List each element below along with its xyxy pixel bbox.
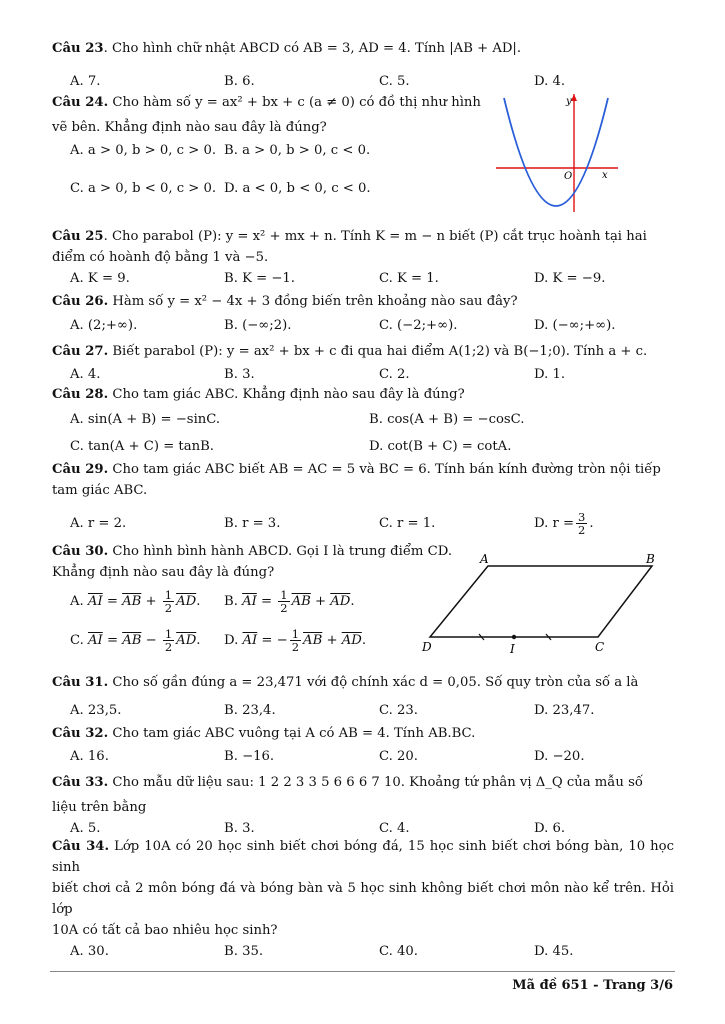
option-b[interactable]: B. K = −1.	[224, 271, 295, 286]
label-a: A	[480, 552, 489, 566]
question-33-text: Câu 33. Cho mẫu dữ liệu sau: 1 2 2 3 3 5 6 6 6 7 10. Khoảng tứ phân vị Δ_Q của mẫu số	[52, 775, 643, 790]
question-30-text: Câu 30. Cho hình bình hành ABCD. Gọi I là trung điểm CD.	[52, 544, 453, 559]
y-axis-arrow-icon	[571, 94, 577, 101]
option-b[interactable]: B. 3.	[224, 821, 255, 836]
option-c[interactable]: C. K = 1.	[379, 271, 439, 286]
question-26-options	[52, 315, 674, 336]
question-27	[52, 341, 674, 385]
question-25	[52, 226, 674, 289]
option-a[interactable]: A. 23,5.	[70, 703, 122, 718]
parabola-curve	[504, 98, 608, 206]
question-33	[52, 772, 674, 839]
graph-y-label: y	[566, 96, 572, 107]
question-24	[52, 92, 492, 199]
graph-x-label: x	[602, 170, 608, 181]
option-b[interactable]: B. 3.	[224, 367, 255, 382]
option-b[interactable]: B. 6.	[224, 74, 255, 89]
option-d[interactable]: D. K = −9.	[534, 271, 606, 286]
question-28-options-row1	[52, 409, 674, 430]
option-b[interactable]: B. r = 3.	[224, 516, 281, 531]
option-c[interactable]: C. 2.	[379, 367, 410, 382]
option-d[interactable]: D. $\overline{AI}$ = − $\frac{1}{2}$ $\overline{AB} + \overline{AD}$.	[224, 627, 367, 654]
question-28-options-row2	[52, 436, 674, 457]
question-30	[52, 541, 452, 656]
question-23	[52, 38, 674, 92]
option-c[interactable]: C. 5.	[379, 74, 410, 89]
option-b[interactable]: B. $\overline{AI}$ = $\frac{1}{2}$ $\overline{AB} + \overline{AD}$.	[224, 588, 355, 615]
option-a[interactable]: A. 4.	[70, 367, 101, 382]
option-c[interactable]: C. $\overline{AI} = \overline{AB}$ − $\frac{1}{2}$ $\overline{AD}$.	[70, 627, 201, 654]
question-23-options	[52, 71, 674, 92]
label-c: C	[595, 640, 605, 654]
option-b[interactable]: B. −16.	[224, 749, 275, 764]
question-27-text: Câu 27. Biết parabol (P): y = ax² + bx + c đi qua hai điểm A(1;2) và B(−1;0). Tính a + c.	[52, 344, 648, 359]
option-b[interactable]: B. (−∞;2).	[224, 318, 292, 333]
option-d[interactable]: D. a < 0, b < 0, c < 0.	[224, 181, 371, 196]
question-30-options-row1	[52, 587, 452, 617]
option-d[interactable]: D. 6.	[534, 821, 566, 836]
question-29-options	[52, 511, 674, 537]
question-24-options-row1	[52, 140, 492, 161]
parabola-graph	[490, 92, 620, 214]
label-d: D	[422, 640, 432, 654]
question-23-text: Câu 23. Cho hình chữ nhật ABCD có AB = 3, AD = 4. Tính |AB + AD|.	[52, 41, 522, 56]
option-a[interactable]: A. sin(A + B) = −sinC.	[70, 412, 221, 427]
parallelogram-figure	[420, 548, 665, 658]
question-25-options	[52, 268, 674, 289]
option-b[interactable]: B. 23,4.	[224, 703, 276, 718]
question-24-text: Câu 24. Cho hàm số y = ax² + bx + c (a ≠ 0) có đồ thị như hình	[52, 95, 481, 110]
question-31	[52, 672, 674, 721]
option-b[interactable]: B. a > 0, b > 0, c < 0.	[224, 143, 371, 158]
parallelogram-shape	[430, 566, 652, 637]
question-32-text: Câu 32. Cho tam giác ABC vuông tại A có AB = 4. Tính AB.BC.	[52, 726, 476, 741]
question-33-text-2: liệu trên bằng	[52, 800, 147, 815]
question-26-text: Câu 26. Hàm số y = x² − 4x + 3 đồng biến trên khoảng nào sau đây?	[52, 294, 518, 309]
label-b: B	[646, 552, 655, 566]
question-28-text: Câu 28. Cho tam giác ABC. Khẳng định nào sau đây là đúng?	[52, 387, 465, 402]
option-d[interactable]: D. (−∞;+∞).	[534, 318, 616, 333]
option-a[interactable]: A. 30.	[70, 944, 109, 959]
graph-origin-label: O	[564, 171, 573, 182]
midpoint-dot	[512, 635, 516, 639]
question-31-text: Câu 31. Cho số gần đúng a = 23,471 với độ chính xác d = 0,05. Số quy tròn của số a là	[52, 675, 639, 690]
page-footer: Mã đề 651 - Trang 3/6	[512, 978, 673, 993]
option-a[interactable]: A. (2;+∞).	[70, 318, 138, 333]
question-32-options	[52, 746, 674, 767]
option-a[interactable]: A. a > 0, b > 0, c > 0.	[70, 143, 217, 158]
question-29-text-2: tam giác ABC.	[52, 483, 148, 498]
question-34-options	[52, 941, 674, 962]
option-d[interactable]: D. r = $\frac{3}{2}$ .	[534, 510, 594, 537]
label-i: I	[510, 642, 515, 656]
option-a[interactable]: A. 16.	[70, 749, 109, 764]
question-28	[52, 384, 674, 457]
footer-divider	[50, 971, 675, 972]
option-d[interactable]: D. cot(B + C) = cotA.	[369, 439, 512, 454]
option-d[interactable]: D. 23,47.	[534, 703, 595, 718]
option-c[interactable]: C. (−2;+∞).	[379, 318, 458, 333]
question-26	[52, 291, 674, 336]
question-24-text-2: vẽ bên. Khẳng định nào sau đây là đúng?	[52, 120, 327, 135]
question-34-text-3: 10A có tất cả bao nhiêu học sinh?	[52, 923, 278, 938]
option-d[interactable]: D. 4.	[534, 74, 566, 89]
option-c[interactable]: C. tan(A + C) = tanB.	[70, 439, 214, 454]
option-a[interactable]: A. 7.	[70, 74, 101, 89]
option-d[interactable]: D. −20.	[534, 749, 585, 764]
fraction: $\frac{3}{2}$	[578, 510, 586, 537]
question-30-options-row2	[52, 626, 452, 656]
option-c[interactable]: C. 20.	[379, 749, 418, 764]
question-25-text: Câu 25. Cho parabol (P): y = x² + mx + n. Tính K = m − n biết (P) cắt trục hoành tại hai	[52, 229, 647, 244]
option-d[interactable]: D. 45.	[534, 944, 574, 959]
question-25-text-2: điểm có hoành độ bằng 1 và −5.	[52, 250, 269, 265]
option-b[interactable]: B. 35.	[224, 944, 264, 959]
question-30-text-2: Khẳng định nào sau đây là đúng?	[52, 565, 275, 580]
option-a[interactable]: A. r = 2.	[70, 516, 127, 531]
option-a[interactable]: A. 5.	[70, 821, 101, 836]
question-29-text: Câu 29. Cho tam giác ABC biết AB = AC = 5 và BC = 6. Tính bán kính đường tròn nội tiếp	[52, 462, 661, 477]
question-34-text-2: biết chơi cả 2 môn bóng đá và bóng bàn và 5 học sinh không biết chơi môn nào kể trên. Hỏi lớp	[52, 881, 674, 917]
question-34	[52, 836, 674, 962]
option-d[interactable]: D. 1.	[534, 367, 566, 382]
option-c[interactable]: C. 23.	[379, 703, 418, 718]
option-a[interactable]: A. $\overline{AI} = \overline{AB}$ + $\frac{1}{2}$ $\overline{AD}$.	[70, 588, 201, 615]
option-c[interactable]: C. 4.	[379, 821, 410, 836]
question-31-options	[52, 700, 674, 721]
question-32	[52, 723, 674, 767]
question-34-text: Câu 34. Lớp 10A có 20 học sinh biết chơi bóng đá, 15 học sinh biết chơi bóng bàn, 10 học sinh	[52, 839, 674, 875]
option-a[interactable]: A. K = 9.	[70, 271, 130, 286]
option-c[interactable]: C. 40.	[379, 944, 418, 959]
question-24-options-row2	[52, 178, 492, 199]
option-c[interactable]: C. a > 0, b < 0, c > 0.	[70, 181, 217, 196]
question-27-options	[52, 364, 674, 385]
option-b[interactable]: B. cos(A + B) = −cosC.	[369, 412, 525, 427]
option-c[interactable]: C. r = 1.	[379, 516, 436, 531]
question-29	[52, 459, 674, 537]
